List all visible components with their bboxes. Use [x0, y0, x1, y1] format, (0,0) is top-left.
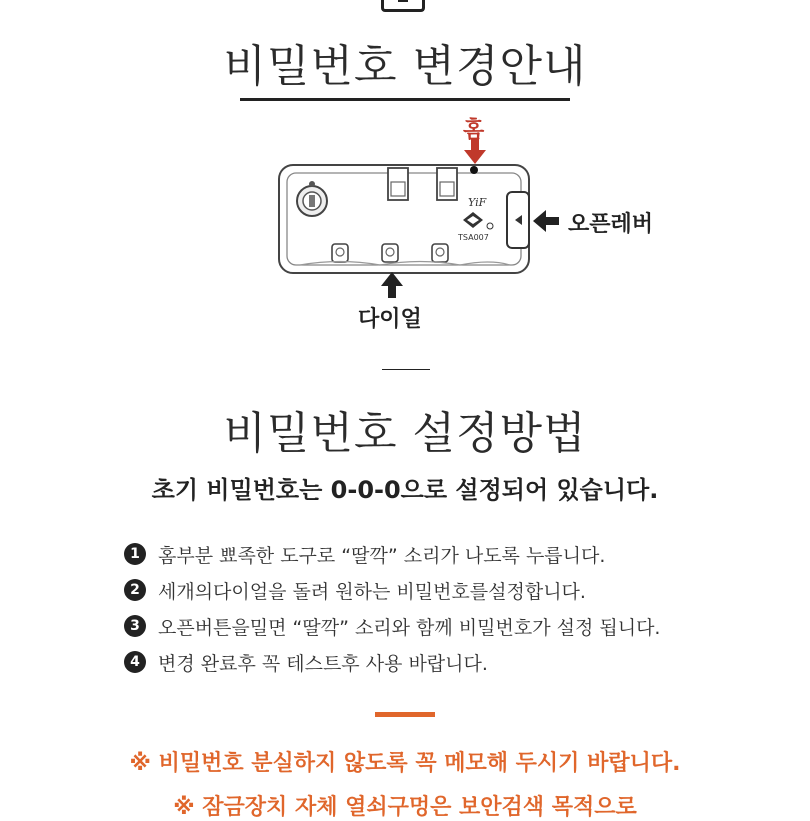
- accent-divider: [375, 712, 435, 717]
- step-number-badge: 2: [124, 579, 146, 601]
- lock-top-icon: [381, 0, 425, 12]
- step-item: [124, 644, 660, 680]
- dial-icon: [432, 244, 448, 262]
- dial-label: 다이얼: [358, 307, 422, 332]
- title-underline: [240, 98, 570, 101]
- notice-line-1: ※ 비밀번호 분실하지 않도록 꼭 메모해 두시기 바랍니다.: [129, 751, 681, 776]
- notice-line-2: ※ 잠금장치 자체 열쇠구멍은 보안검색 목적으로: [173, 795, 637, 820]
- step-text: 변경 완료후 꼭 테스트후 사용 바랍니다.: [158, 652, 488, 675]
- open-lever-icon: [507, 192, 529, 248]
- home-label: 홈: [463, 118, 485, 143]
- steps-list: [124, 536, 660, 680]
- step-item: [124, 572, 660, 608]
- setup-title: 비밀번호 설정방법: [223, 408, 587, 459]
- step-item: [124, 608, 660, 644]
- dial-icon: [332, 244, 348, 262]
- step-number-badge: 1: [124, 543, 146, 565]
- page-title: 비밀번호 변경안내: [223, 41, 587, 92]
- step-text: 세개의다이얼을 돌려 원하는 비밀번호를설정합니다.: [158, 580, 586, 603]
- step-number-badge: 4: [124, 651, 146, 673]
- step-text: 홈부분 뾰족한 도구로 “딸깍” 소리가 나도록 누릅니다.: [158, 544, 606, 567]
- dial-icon: [382, 244, 398, 262]
- tsa-code-text: TSA007: [458, 233, 489, 242]
- section-divider: [382, 369, 430, 370]
- home-dot-icon: [470, 166, 478, 174]
- arrow-left-icon: [533, 209, 559, 233]
- step-item: [124, 536, 660, 572]
- setup-subtitle: 초기 비밀번호는 0-0-0으로 설정되어 있습니다.: [151, 476, 659, 504]
- step-number-badge: 3: [124, 615, 146, 637]
- lock-diagram: [270, 140, 540, 280]
- open-lever-label: 오픈레버: [568, 212, 654, 237]
- step-text: 오픈버튼을밀면 “딸깍” 소리와 함께 비밀번호가 설정 됩니다.: [158, 616, 661, 639]
- brand-text: YiF: [468, 196, 487, 209]
- arrow-up-icon: [380, 272, 404, 298]
